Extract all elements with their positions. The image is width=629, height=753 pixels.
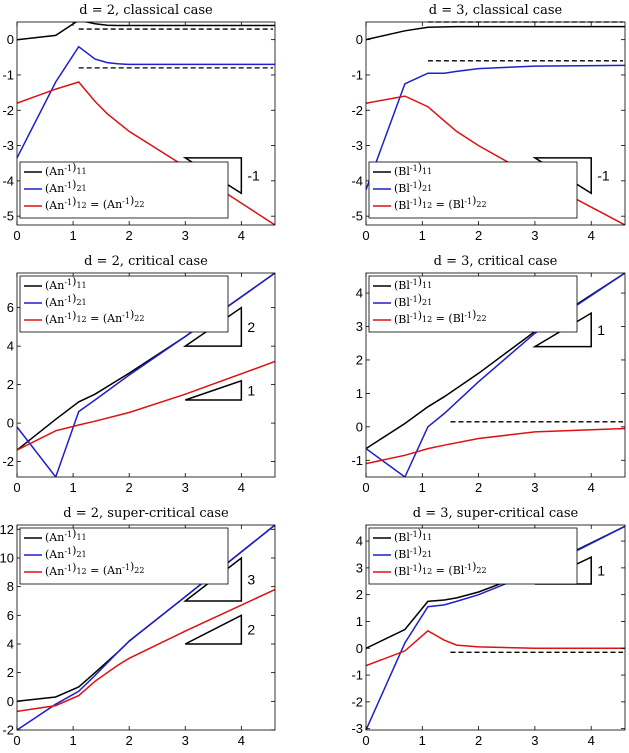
x-tick-label: 3 xyxy=(531,480,539,495)
y-tick-label: -5 xyxy=(2,208,14,224)
x-tick-label: 2 xyxy=(474,733,483,748)
x-tick-label: 3 xyxy=(531,733,539,748)
y-tick-label: -2 xyxy=(2,454,14,470)
chart-panel-6 xyxy=(351,506,625,748)
x-tick-label: 1 xyxy=(69,480,77,495)
y-tick-label: -1 xyxy=(351,452,363,468)
legend-label: $(Bl^{-1})_{12} = (Bl^{-1})_{22}$ xyxy=(394,194,487,212)
y-tick-label: 2 xyxy=(6,665,14,681)
chart-title: d = 3, critical case xyxy=(433,254,558,269)
x-tick-label: 0 xyxy=(362,733,370,748)
legend-label: $(An^{-1})_{12} = (An^{-1})_{22}$ xyxy=(45,560,145,578)
slope-label: 1 xyxy=(597,321,606,338)
x-tick-label: 2 xyxy=(125,480,133,495)
slope-label: 3 xyxy=(247,571,256,588)
x-tick-label: 4 xyxy=(237,228,245,243)
chart-panel-4 xyxy=(351,254,625,495)
legend-label: $(An^{-1})_{21}$ xyxy=(45,292,87,309)
legend-label: $(Bl^{-1})_{21}$ xyxy=(394,292,433,309)
x-tick-label: 3 xyxy=(181,480,189,495)
chart-panel-5 xyxy=(0,506,275,748)
y-tick-label: -2 xyxy=(351,102,363,118)
y-tick-label: -1 xyxy=(351,667,363,683)
slope-label: -1 xyxy=(597,167,610,184)
legend-label: $(An^{-1})_{12} = (An^{-1})_{22}$ xyxy=(45,194,145,212)
y-tick-label: -3 xyxy=(2,138,14,154)
y-tick-label: 0 xyxy=(6,693,14,709)
y-tick-label: 0 xyxy=(355,640,363,656)
series-line-3 xyxy=(17,362,275,451)
legend-label: $(An^{-1})_{12} = (An^{-1})_{22}$ xyxy=(45,308,145,326)
x-tick-label: 2 xyxy=(474,228,483,243)
y-tick-label: 0 xyxy=(6,415,14,431)
slope-label: -1 xyxy=(247,167,260,184)
x-tick-label: 0 xyxy=(362,480,370,495)
y-tick-label: 0 xyxy=(355,419,363,435)
legend-label: $(An^{-1})_{21}$ xyxy=(45,178,87,195)
y-tick-label: -1 xyxy=(2,67,14,83)
series-line-3 xyxy=(366,429,625,464)
x-tick-label: 3 xyxy=(531,228,539,243)
chart-title: d = 2, super-critical case xyxy=(63,506,229,521)
x-tick-label: 1 xyxy=(418,480,426,495)
series-line-3 xyxy=(17,590,275,712)
series-line-3 xyxy=(366,631,625,666)
chart-panel-3 xyxy=(2,254,275,495)
x-tick-label: 2 xyxy=(474,480,483,495)
legend-label: $(Bl^{-1})_{11}$ xyxy=(394,161,433,178)
slope-label: 1 xyxy=(597,562,606,579)
chart-panel-2 xyxy=(351,3,625,243)
x-tick-label: 4 xyxy=(587,228,595,243)
x-tick-label: 1 xyxy=(69,733,77,748)
chart-title: d = 3, super-critical case xyxy=(412,506,579,521)
chart-title: d = 2, critical case xyxy=(84,254,208,269)
y-tick-label: 0 xyxy=(6,32,14,48)
x-tick-label: 4 xyxy=(237,480,245,495)
x-tick-label: 3 xyxy=(181,228,189,243)
legend-label: $(An^{-1})_{11}$ xyxy=(45,527,87,544)
slope-label: 2 xyxy=(247,318,256,335)
y-tick-label: -2 xyxy=(351,694,363,710)
series-line-1 xyxy=(17,20,275,40)
y-tick-label: 4 xyxy=(355,533,363,549)
x-tick-label: 0 xyxy=(13,733,21,748)
y-tick-label: 1 xyxy=(355,385,363,401)
slope-label: 2 xyxy=(247,621,256,638)
slope-triangle xyxy=(185,615,241,644)
legend-label: $(Bl^{-1})_{12} = (Bl^{-1})_{22}$ xyxy=(394,560,487,578)
x-tick-label: 1 xyxy=(418,733,426,748)
x-tick-label: 1 xyxy=(418,228,426,243)
y-tick-label: 6 xyxy=(6,300,14,316)
y-tick-label: -3 xyxy=(351,138,363,154)
y-tick-label: -1 xyxy=(351,67,363,83)
y-tick-label: 10 xyxy=(0,550,14,566)
x-tick-label: 4 xyxy=(587,733,595,748)
y-tick-label: 3 xyxy=(355,560,363,576)
y-tick-label: 12 xyxy=(0,521,14,537)
legend-label: $(Bl^{-1})_{21}$ xyxy=(394,178,433,195)
y-tick-label: -4 xyxy=(351,173,363,189)
y-tick-label: -4 xyxy=(2,173,14,189)
y-tick-label: 4 xyxy=(6,636,14,652)
y-tick-label: -5 xyxy=(351,208,363,224)
y-tick-label: 2 xyxy=(355,587,363,603)
x-tick-label: 0 xyxy=(13,228,21,243)
x-tick-label: 4 xyxy=(237,733,245,748)
legend-label: $(Bl^{-1})_{12} = (Bl^{-1})_{22}$ xyxy=(394,308,487,326)
legend-label: $(Bl^{-1})_{21}$ xyxy=(394,544,433,561)
x-tick-label: 0 xyxy=(13,480,21,495)
chart-panel-1 xyxy=(2,3,275,243)
y-tick-label: 2 xyxy=(6,377,14,393)
legend-label: $(An^{-1})_{21}$ xyxy=(45,544,87,561)
x-tick-label: 0 xyxy=(362,228,370,243)
legend-label: $(An^{-1})_{11}$ xyxy=(45,275,87,292)
legend-label: $(An^{-1})_{11}$ xyxy=(45,161,87,178)
x-tick-label: 2 xyxy=(125,733,133,748)
legend-label: $(Bl^{-1})_{11}$ xyxy=(394,275,433,292)
x-tick-label: 2 xyxy=(125,228,133,243)
legend-label: $(Bl^{-1})_{11}$ xyxy=(394,527,433,544)
y-tick-label: 2 xyxy=(355,352,363,368)
chart-title: d = 3, classical case xyxy=(428,3,563,18)
y-tick-label: -3 xyxy=(351,721,363,737)
y-tick-label: 6 xyxy=(6,607,14,623)
y-tick-label: 1 xyxy=(355,613,363,629)
y-tick-label: -2 xyxy=(2,102,14,118)
y-tick-label: 3 xyxy=(355,319,363,335)
y-tick-label: -2 xyxy=(2,722,14,738)
y-tick-label: 4 xyxy=(355,285,363,301)
slope-label: 1 xyxy=(247,382,256,399)
series-line-1 xyxy=(366,27,625,40)
y-tick-label: 8 xyxy=(6,579,14,595)
y-tick-label: 0 xyxy=(355,32,363,48)
x-tick-label: 1 xyxy=(69,228,77,243)
y-tick-label: 4 xyxy=(6,338,14,354)
chart-title: d = 2, classical case xyxy=(79,3,213,18)
x-tick-label: 4 xyxy=(587,480,595,495)
x-tick-label: 3 xyxy=(181,733,189,748)
